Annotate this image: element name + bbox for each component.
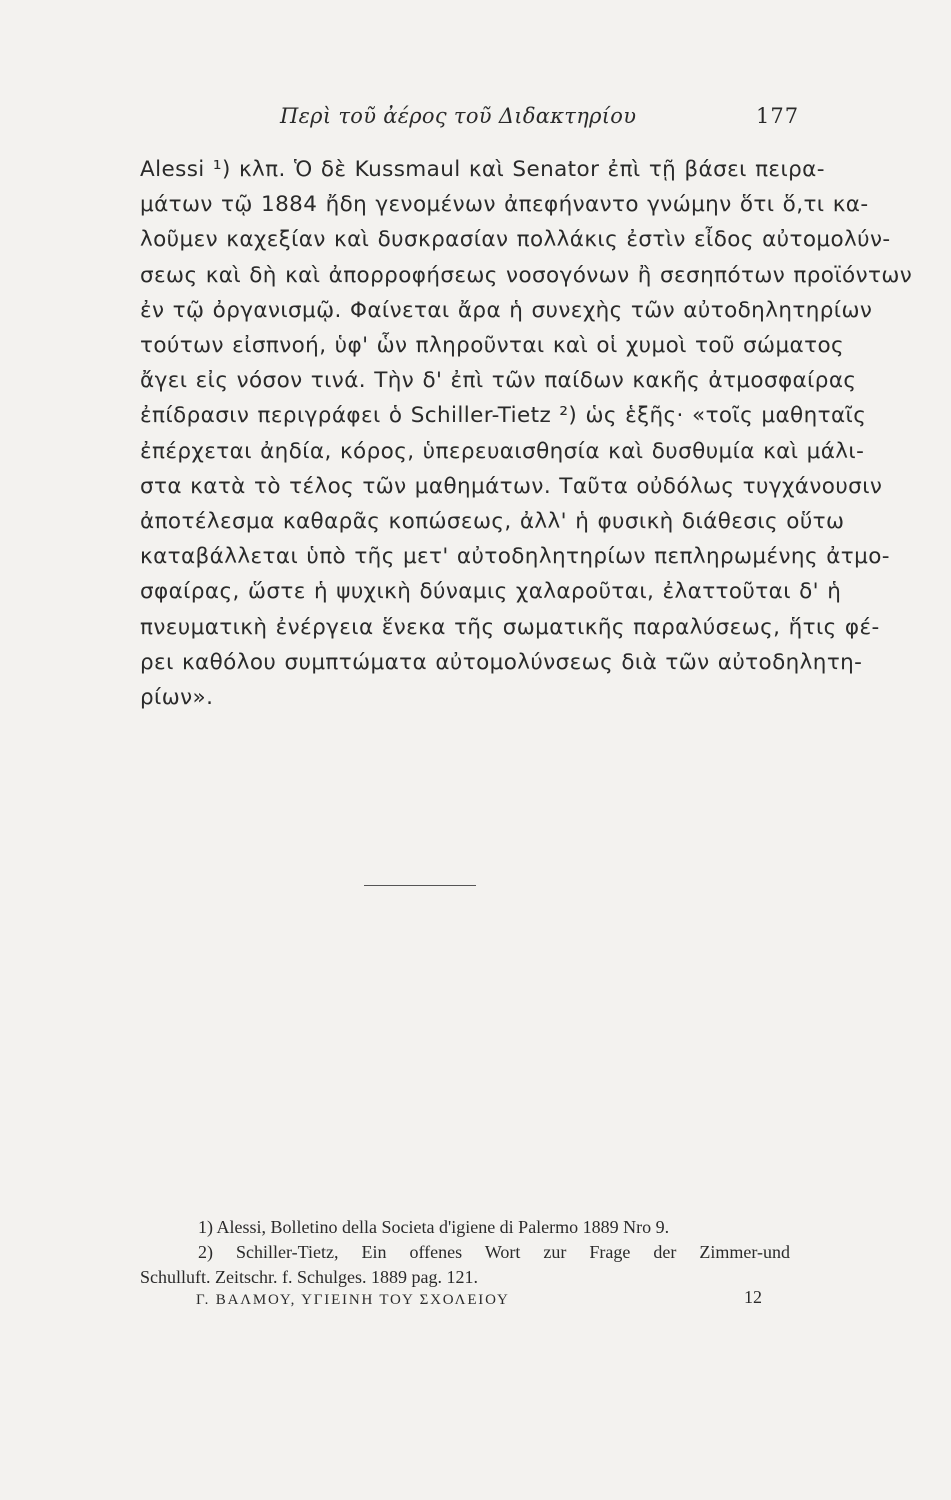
text-line: ἄγει εἰς νόσον τινά. Τὴν δ' ἐπὶ τῶν παίδων κακῆς ἀτμοσφαίρας — [140, 368, 857, 394]
text-line: σφαίρας, ὥστε ἡ ψυχικὴ δύναμις χαλαροῦται, ἐλαττοῦται δ' ἡ — [140, 579, 842, 605]
text-line: τούτων εἰσπνοή, ὑφ' ὧν πληροῦνται καὶ οἱ χυμοὶ τοῦ σώματος — [140, 333, 845, 359]
running-title: Περὶ τοῦ ἀέρος τοῦ Διδακτηρίου — [280, 104, 637, 128]
footnote-1: 1) Alessi, Bolletino della Societa d'igiene di Palermo 1889 Nro 9. — [198, 1217, 670, 1237]
text-line: ἐν τῷ ὀργανισμῷ. Φαίνεται ἄρα ἡ συνεχὴς τῶν αὐτοδηλητηρίων — [140, 297, 873, 323]
footnote-2: 2) Schiller-Tietz, Ein offenes Wort zur Frage der Zimmer-und — [198, 1242, 790, 1262]
sheet-number: 12 — [744, 1287, 762, 1307]
footnote-2-continued: Schulluft. Zeitschr. f. Schulges. 1889 pag. 121. — [140, 1267, 478, 1287]
footnotes — [140, 1215, 790, 1290]
text-line: λοῦμεν καχεξίαν καὶ δυσκρασίαν πολλάκις ἐστὶν εἶδος αὐτομολύν- — [140, 227, 891, 253]
text-line: ἐπίδρασιν περιγράφει ὁ Schiller-Tietz ²) ὡς ἑξῆς· «τοῖς μαθηταῖς — [140, 403, 867, 429]
text-line: σεως καὶ δὴ καὶ ἀπορροφήσεως νοσογόνων ἢ σεσηπότων προϊόντων — [140, 262, 913, 288]
text-line: στα κατὰ τὸ τέλος τῶν μαθημάτων. Ταῦτα οὐδόλως τυγχάνουσιν — [140, 473, 883, 499]
text-line: μάτων τῷ 1884 ἤδη γενομένων ἀπεφήναντο γνώμην ὅτι ὅ,τι κα- — [140, 192, 869, 218]
text-line: ἀποτέλεσμα καθαρᾶς κοπώσεως, ἀλλ' ἡ φυσικὴ διάθεσις οὕτω — [140, 509, 845, 535]
footnote-divider — [364, 885, 476, 886]
page-number: 177 — [756, 104, 800, 128]
text-line: ρίων». — [140, 685, 214, 711]
text-line: ρει καθόλου συμπτώματα αὐτομολύνσεως διὰ τῶν αὐτοδηλητη- — [140, 649, 863, 675]
body-paragraph — [140, 152, 913, 715]
text-line: πνευματικὴ ἐνέργεια ἕνεκα τῆς σωματικῆς παραλύσεως, ἥτις φέ- — [140, 614, 880, 640]
text-line: Alessi ¹) κλπ. Ὁ δὲ Kussmaul καὶ Senator ἐπὶ τῇ βάσει πειρα- — [140, 157, 825, 182]
printer-signature: Γ. ΒΑΛΜΟΥ, ΥΓΙΕΙΝΗ ΤΟΥ ΣΧΟΛΕΙΟΥ — [196, 1292, 510, 1308]
text-line: ἐπέρχεται ἀηδία, κόρος, ὑπερευαισθησία καὶ δυσθυμία καὶ μάλι- — [140, 438, 865, 464]
text-line: καταβάλλεται ὑπὸ τῆς μετ' αὐτοδηλητηρίων πεπληρωμένης ἀτμο- — [140, 544, 890, 570]
